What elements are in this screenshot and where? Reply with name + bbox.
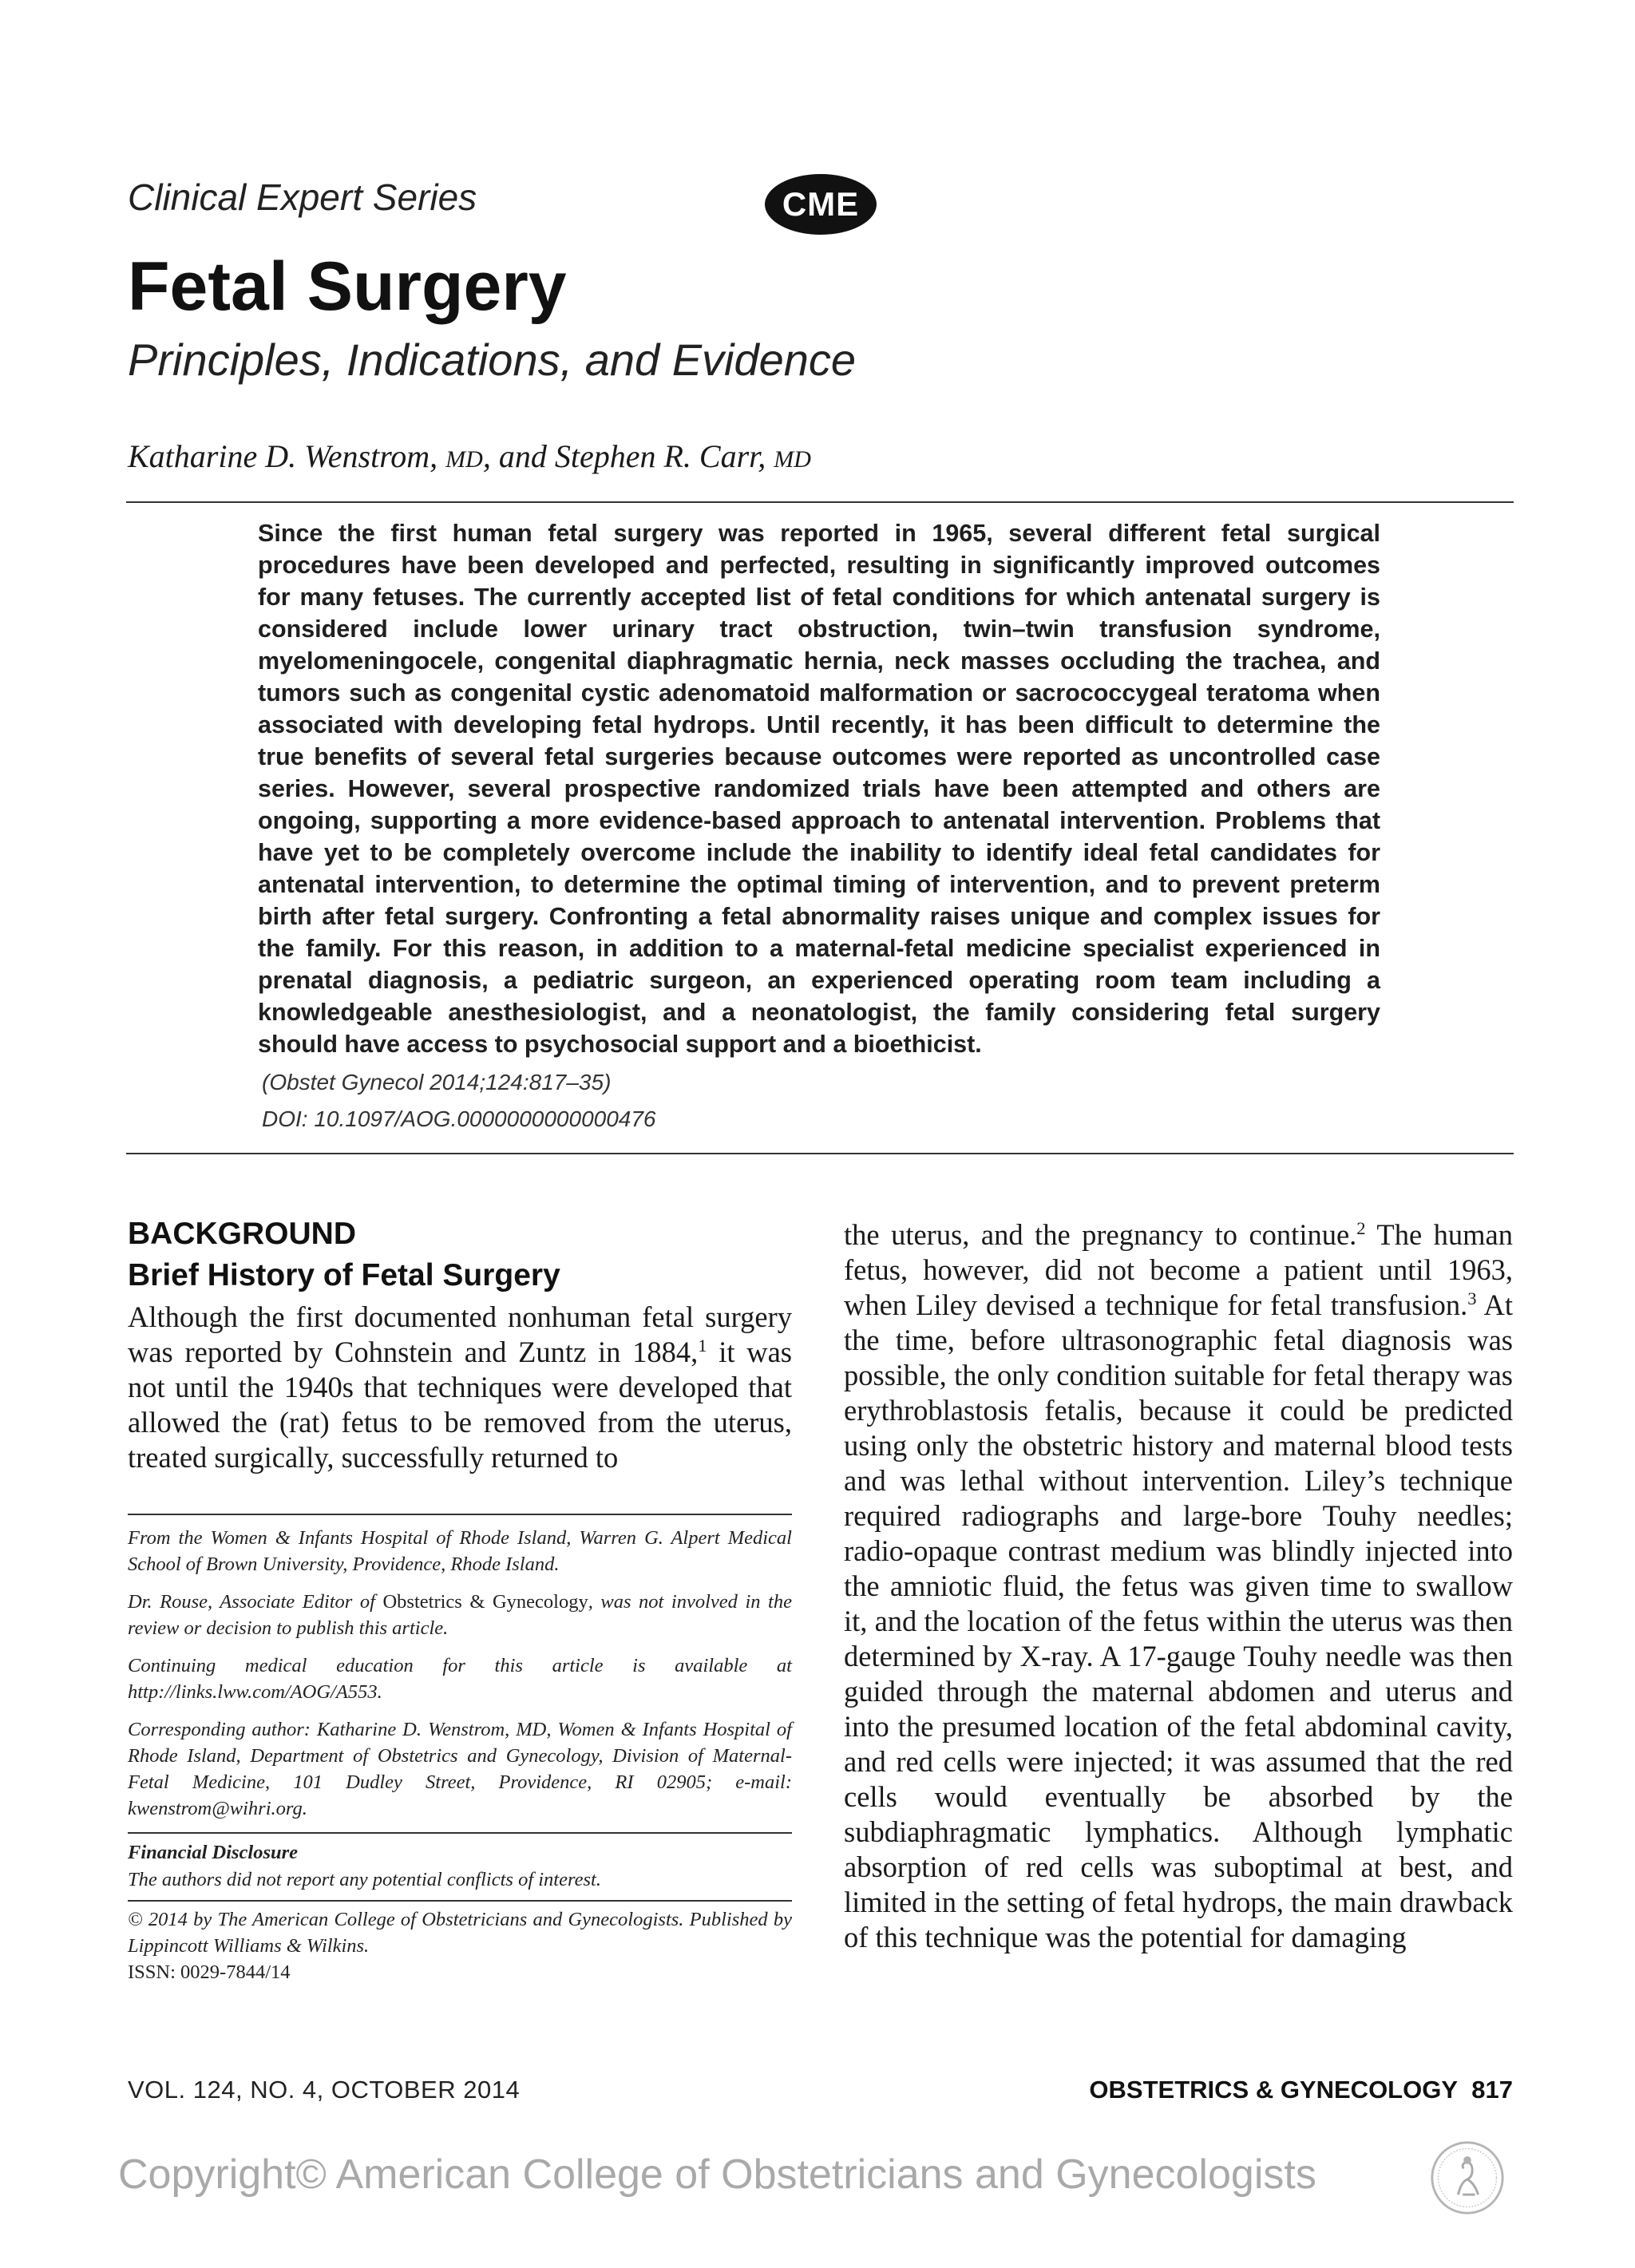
reference-3[interactable]: 3 — [1467, 1288, 1477, 1308]
article-title: Fetal Surgery — [128, 248, 567, 325]
footnote-corresponding-author: Corresponding author: Katharine D. Wenstrom, MD, Women & Infants Hospital of Rhode Island, Department of Obstetrics and Gynecology, Division of Maternal-Fetal Medicine, 101 Dudley Street, Providence, RI 02905; e-mail: kwenstrom@wihri.org. — [128, 1719, 792, 1819]
footnote-cme-link[interactable]: Continuing medical education for this article is available at http://links.lww.com/AOG/A553. — [128, 1655, 792, 1703]
abstract-doi: DOI: 10.1097/AOG.0000000000000476 — [262, 1106, 656, 1131]
abstract-text: Since the first human fetal surgery was reported in 1965, several different fetal surgical procedures have been developed and perfected, resulting in significantly improved outcomes for many fetuses. The currently accepted list of fetal conditions for which antenatal surgery is considered include lower urinary tract obstruction, twin–twin transfusion syndrome, myelomeningocele, congenital diaphragmatic hernia, neck masses occluding the trachea, and tumors such as congenital cystic adenomatoid malformation or sacrococcygeal teratoma when associated with developing fetal hydrops. Until recently, it has been difficult to determine the true benefits of several fetal surgeries because outcomes were reported as uncontrolled case series. However, several prospective randomized trials have been attempted and others are ongoing, supporting a more evidence-based approach to antenatal intervention. Problems that have yet to be completely overcome include the inability to identify ideal fetal candidates for antenatal intervention, to determine the optimal timing of intervention, and to prevent preterm birth after fetal surgery. Confronting a fetal abnormality raises unique and complex issues for the family. For this reason, in addition to a maternal-fetal medicine specialist experienced in prenatal diagnosis, a pediatric surgeon, an experienced operating room team including a knowledgeable anesthesiologist, and a neonatologist, the family considering fetal surgery should have access to psychosocial support and a bioethicist. — [258, 520, 1380, 1058]
footnote-issn: ISSN: 0029-7844/14 — [128, 1961, 291, 1983]
series-label: Clinical Expert Series — [128, 176, 477, 218]
footer-page-number: 817 — [1471, 2076, 1513, 2104]
footnote-segment: , was not involved in the review or decision to publish this article. — [128, 1591, 792, 1639]
body-text-segment: At the time, before ultrasonographic fetal diagnosis was possible, the only condition suitable for fetal therapy was erythroblastosis fetalis, because it could be predicted using only the obstetric history and maternal blood tests and was lethal without intervention. Liley’s technique required radiographs and large-bore Touhy needles; radio-opaque contrast medium was blindly injected into the amniotic fluid, the fetus was given time to swallow it, and the location of the fetus within the uterus was then determined by X-ray. A 17-gauge Touhy needle was then guided through the maternal abdomen and uterus and into the presumed location of the fetal abdominal cavity, and red cells were injected; it was assumed that the red cells would eventually be absorbed by the subdiaphragmatic lymphatics. Although lymphatic absorption of red cells was suboptimal at best, and limited in the setting of fetal hydrops, the main drawback of this technique was the potential for damaging — [844, 1288, 1513, 1953]
body-text-left — [128, 1300, 792, 1475]
footnote-segment: Dr. Rouse, Associate Editor of — [128, 1591, 383, 1613]
subsection-heading-history: Brief History of Fetal Surgery — [128, 1258, 560, 1292]
header-rule — [126, 501, 1514, 503]
reference-1[interactable]: 1 — [698, 1335, 707, 1356]
abstract-rule — [126, 1153, 1514, 1154]
acog-seal-icon — [1429, 2139, 1506, 2216]
author-2-degree: MD — [774, 446, 811, 473]
body-text-segment: the uterus, and the pregnancy to continue. — [844, 1218, 1357, 1251]
footnote-affiliation: From the Women & Infants Hospital of Rhode Island, Warren G. Alpert Medical School of Brown University, Providence, Rhode Island. — [128, 1527, 792, 1575]
author-1-degree: MD — [445, 446, 483, 473]
cme-badge-icon: CME — [765, 174, 877, 235]
section-heading-background: BACKGROUND — [128, 1217, 356, 1251]
footnote-rule — [128, 1900, 792, 1902]
article-subtitle: Principles, Indications, and Evidence — [128, 334, 857, 385]
footnote-rule — [128, 1832, 792, 1834]
body-text-segment: The human fetus, however, did not become a patient until 1963, when Liley devised a technique for fetal transfusion. — [844, 1218, 1513, 1321]
journal-name: Obstetrics & Gynecology — [382, 1591, 588, 1613]
author-join: , and Stephen R. Carr, — [482, 438, 766, 474]
body-text-segment: Although the first documented nonhuman fetal surgery was reported by Cohnstein and Zuntz in 1884, — [128, 1300, 792, 1368]
copyright-watermark: Copyright© American College of Obstetricians and Gynecologists — [118, 2151, 1316, 2198]
footnote-editor — [128, 1589, 792, 1641]
abstract-citation: (Obstet Gynecol 2014;124:817–35) — [262, 1070, 612, 1094]
footnote-disclosure: The authors did not report any potential conflicts of interest. — [128, 1869, 601, 1890]
footer-volume: VOL. 124, NO. 4, OCTOBER 2014 — [128, 2076, 521, 2104]
footer-journal: OBSTETRICS & GYNECOLOGY — [1089, 2076, 1459, 2104]
body-text-segment: it was not until the 1940s that techniques were developed that allowed the (rat) fetus to be removed from the uterus, treated surgically, successfully returned to — [128, 1336, 792, 1474]
author-line — [128, 437, 811, 475]
footnote-disclosure-heading: Financial Disclosure — [128, 1842, 299, 1863]
body-text-right — [844, 1217, 1513, 1955]
reference-2[interactable]: 2 — [1356, 1217, 1366, 1238]
author-1: Katharine D. Wenstrom, — [128, 438, 438, 474]
footnote-copyright: © 2014 by The American College of Obstetricians and Gynecologists. Published by Lippincott Williams & Wilkins. — [128, 1909, 792, 1957]
footer-journal-page — [1089, 2076, 1513, 2104]
footnote-rule — [128, 1514, 792, 1515]
